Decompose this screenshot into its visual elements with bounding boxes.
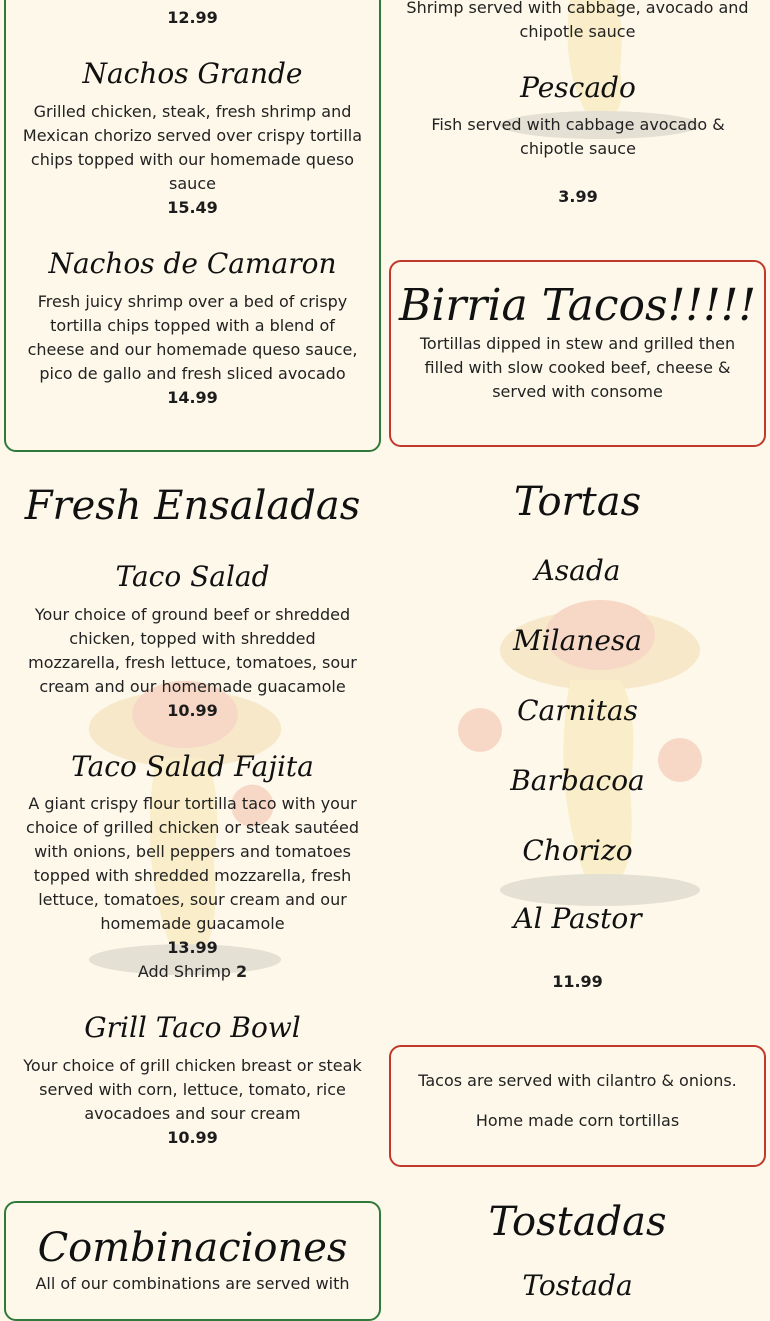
dish-desc-taco-salad: Your choice of ground beef or shredded chicken, topped with shredded mozzarella, fresh lettuce, tomatoes, sour cream and our homemade guacamole [28, 605, 357, 696]
tacos-note-box [389, 1045, 766, 1167]
dish-name-pescado: Pescado [520, 71, 636, 104]
dish-desc-grill-taco-bowl: Your choice of grill chicken breast or steak served with corn, lettuce, tomato, rice avocadoes and sour cream [23, 1056, 362, 1123]
birria-desc: Tortillas dipped in stew and grilled then filled with slow cooked beef, cheese & served with consome [419, 334, 736, 401]
torta-item: Al Pastor [513, 902, 642, 935]
torta-item: Barbacoa [510, 764, 645, 797]
dish-price-taco-salad-fajita: 13.99 [167, 938, 218, 957]
combinaciones-desc: All of our combinations are served with [35, 1274, 350, 1293]
dish-name-grill-taco-bowl: Grill Taco Bowl [84, 1011, 301, 1044]
dish-desc-nachos-grande: Grilled chicken, steak, fresh shrimp and Mexican chorizo served over crispy tortilla chips topped with our homemade queso sauce [22, 102, 363, 193]
dish-desc-shrimp-taco: Shrimp served with cabbage, avocado and chipotle sauce [406, 0, 749, 41]
dish-price-nachos-grande: 15.49 [167, 198, 218, 217]
dish-name-taco-salad-fajita: Taco Salad Fajita [71, 750, 314, 783]
dish-name-taco-salad: Taco Salad [115, 560, 270, 593]
dish-desc-taco-salad-fajita: A giant crispy flour tortilla taco with your choice of grilled chicken or steak sautéed with onions, bell peppers and tomatoes topped with shredded mozzarella, fresh lettuce, tomatoes, sour cream and our homemade guacamole [26, 794, 359, 933]
torta-item: Carnitas [517, 694, 638, 727]
torta-item: Milanesa [513, 624, 642, 657]
dish-price-pescado: 3.99 [558, 187, 598, 206]
addon-label: Add Shrimp [137, 962, 231, 981]
section-title-tortas: Tortas [513, 479, 642, 525]
addon-shrimp [20, 960, 365, 984]
torta-item: Chorizo [522, 834, 633, 867]
dish-price-grill-taco-bowl: 10.99 [167, 1128, 218, 1147]
dish-price-nachos-camaron: 14.99 [167, 388, 218, 407]
tacos-note-line2: Home made corn tortillas [475, 1111, 680, 1130]
tostada-item: Tostada [522, 1269, 633, 1302]
addon-price: 2 [236, 962, 248, 981]
section-title-ensaladas: Fresh Ensaladas [24, 483, 361, 529]
section-title-tostadas: Tostadas [488, 1199, 667, 1245]
item-price: 12.99 [167, 8, 218, 27]
torta-item: Asada [534, 554, 621, 587]
tacos-note-line1: Tacos are served with cilantro & onions. [418, 1071, 737, 1090]
dish-name-nachos-camaron: Nachos de Camaron [48, 247, 337, 280]
section-title-combinaciones: Combinaciones [37, 1225, 348, 1271]
dish-desc-nachos-camaron: Fresh juicy shrimp over a bed of crispy tortilla chips topped with a blend of cheese and our homemade queso sauce, pico de gallo and fresh sliced avocado [27, 292, 358, 383]
dish-price-taco-salad: 10.99 [167, 701, 218, 720]
dish-desc-pescado: Fish served with cabbage avocado & chipotle sauce [431, 115, 725, 158]
tortas-price: 11.99 [552, 972, 603, 991]
section-title-birria: Birria Tacos!!!!! [398, 280, 757, 331]
dish-name-nachos-grande: Nachos Grande [82, 57, 303, 90]
